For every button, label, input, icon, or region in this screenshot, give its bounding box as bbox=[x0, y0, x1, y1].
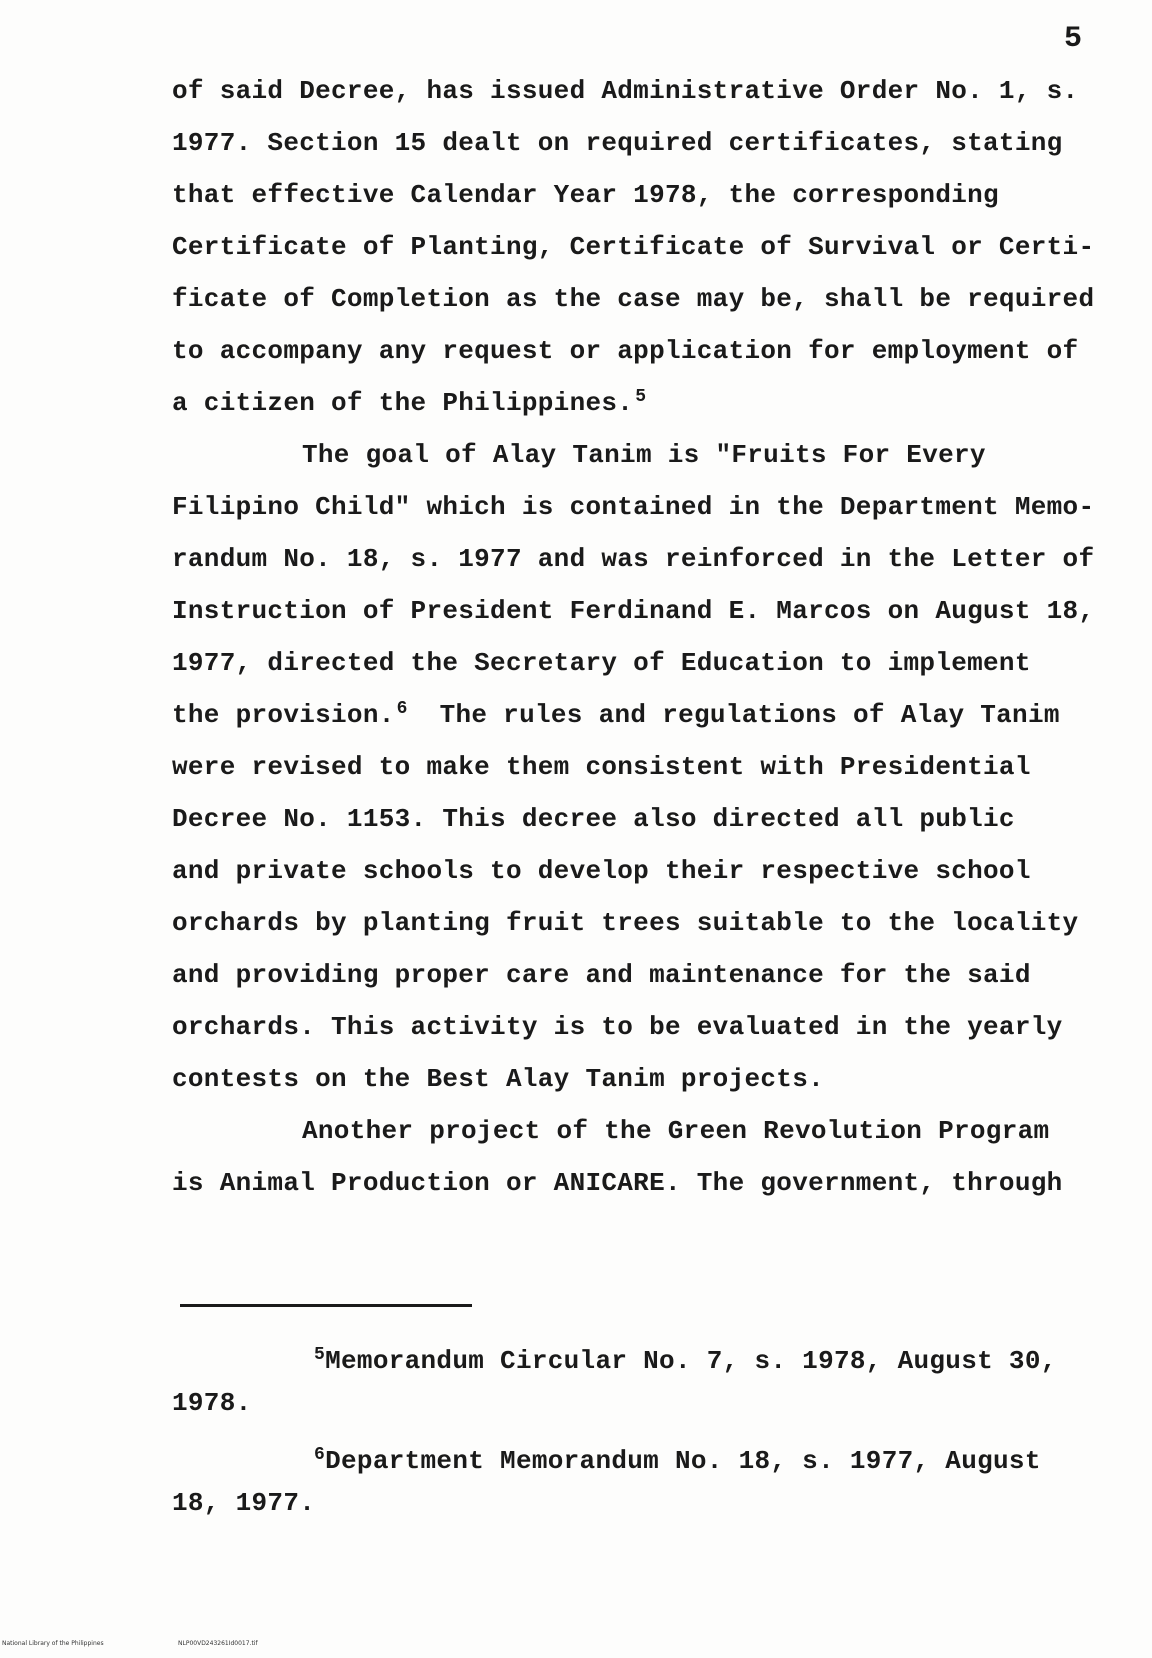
text-line: Certificate of Planting, Certificate of Survival or Certi- bbox=[172, 232, 1095, 262]
text-line: to accompany any request or application for employment of bbox=[172, 336, 1079, 366]
text-line: orchards by planting fruit trees suitable to the locality bbox=[172, 908, 1079, 938]
footnote-text: 18, 1977. bbox=[172, 1488, 316, 1518]
text-line-with-note bbox=[172, 700, 1060, 730]
text-line: Filipino Child" which is contained in the Department Memo- bbox=[172, 492, 1095, 522]
text-line: The rules and regulations of Alay Tanim bbox=[439, 700, 1060, 730]
text-line: 1977, directed the Secretary of Education to implement bbox=[172, 648, 1031, 678]
text-line: 1977. Section 15 dealt on required certificates, stating bbox=[172, 128, 1063, 158]
text-line: The goal of Alay Tanim is "Fruits For Every bbox=[302, 440, 986, 470]
footnote-text: Department Memorandum No. 18, s. 1977, August bbox=[325, 1446, 1041, 1476]
text-line: Decree No. 1153. This decree also directed all public bbox=[172, 804, 1015, 834]
text-line: is Animal Production or ANICARE. The government, through bbox=[172, 1168, 1063, 1198]
text-line-with-note bbox=[172, 388, 646, 418]
footnote-text: 1978. bbox=[172, 1388, 252, 1418]
scan-file-label: NLP00VD243261Id0017.tif bbox=[178, 1640, 258, 1647]
footnote-marker: 5 bbox=[314, 1345, 326, 1365]
text-line: randum No. 18, s. 1977 and was reinforced in the Letter of bbox=[172, 544, 1095, 574]
text-line: orchards. This activity is to be evaluated in the yearly bbox=[172, 1012, 1063, 1042]
text-line: and providing proper care and maintenance for the said bbox=[172, 960, 1031, 990]
footnote-reference: 6 bbox=[396, 699, 408, 719]
text-line: that effective Calendar Year 1978, the corresponding bbox=[172, 180, 999, 210]
text-line: of said Decree, has issued Administrative Order No. 1, s. bbox=[172, 76, 1079, 106]
text-line: contests on the Best Alay Tanim projects. bbox=[172, 1064, 825, 1094]
text-line: Another project of the Green Revolution Program bbox=[302, 1116, 1050, 1146]
footnote-separator bbox=[180, 1304, 472, 1307]
text-line: and private schools to develop their respective school bbox=[172, 856, 1031, 886]
footnote bbox=[312, 1446, 1041, 1476]
text-line: Instruction of President Ferdinand E. Marcos on August 18, bbox=[172, 596, 1095, 626]
page-number: 5 bbox=[1064, 22, 1083, 56]
text-line: a citizen of the Philippines. bbox=[172, 388, 634, 418]
text-line: the provision. bbox=[172, 700, 395, 730]
text-line: ficate of Completion as the case may be, shall be required bbox=[172, 284, 1095, 314]
scan-source-label: National Library of the Philippines bbox=[2, 1640, 104, 1647]
footnote-reference: 5 bbox=[635, 387, 647, 407]
text-line: were revised to make them consistent with Presidential bbox=[172, 752, 1031, 782]
footnote-text: Memorandum Circular No. 7, s. 1978, August 30, bbox=[325, 1346, 1057, 1376]
footnote-marker: 6 bbox=[314, 1445, 326, 1465]
footnote bbox=[312, 1346, 1057, 1376]
